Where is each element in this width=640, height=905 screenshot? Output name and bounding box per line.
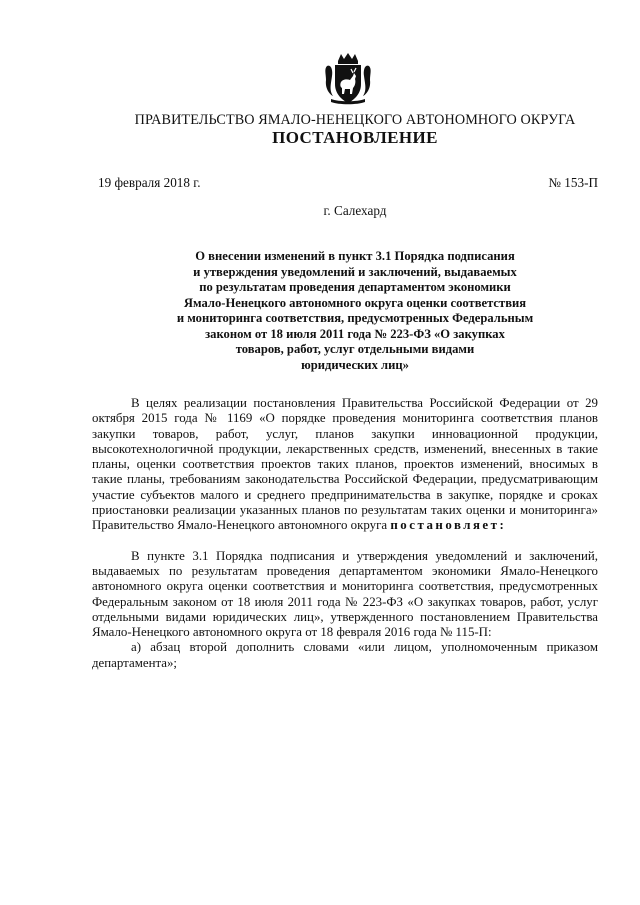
title-line: Ямало-Ненецкого автономного округа оценки соответствия — [183, 295, 527, 310]
document-title — [120, 249, 590, 373]
title-line: юридических лиц» — [301, 357, 409, 372]
subpoint-a: а) абзац второй дополнить словами «или лицом, уполномоченным приказом департамента»; — [92, 640, 598, 670]
document-city: г. Салехард — [323, 203, 387, 218]
document-body — [92, 396, 598, 671]
clause-paragraph: В пункте 3.1 Порядка подписания и утверждения уведомлений и заключений, выдаваемых по результатам проведения департаментом экономики Ямало-Ненецкого автономного округа оценки соответствия и мониторинга соответствия, предусмотренных Федеральным законом от 18 июля 2011 года № 223-ФЗ «О закупках товаров, работ, услуг отдельными видами юридических лиц», утвержденного постановлением Правительства Ямало-Ненецкого автономного округа от 18 февраля 2016 года № 115-П: — [92, 548, 598, 640]
preamble-text: В целях реализации постановления Правительства Российской Федерации от 29 октября 2015 года № 1169 «О порядке проведения мониторинга соответствия планов закупки товаров, работ, услуг, планов закупки инновационной продукции, высокотехнологичной продукции, лекарственных средств, изменений, внесенных в такие планы, оценки соответствия проектов таких планов, проектов изменений, вносимых в такие планы, требованиям законодательства Российской Федерации, предусматривающим участие субъектов малого и среднего предпринимательства в закупке, порядке и сроках приостановки реализации указанных планов по результатам таких оценки и мониторинга» Правительство Ямало-Ненецкого автономного округа — [92, 396, 598, 533]
title-line: О внесении изменений в пункт 3.1 Порядка подписания — [195, 249, 515, 263]
title-line: товаров, работ, услуг отдельными видами — [235, 342, 475, 356]
preamble-paragraph — [92, 396, 598, 534]
document-number: № 153-П — [548, 175, 598, 190]
coat-of-arms-icon — [323, 52, 373, 106]
government-name: ПРАВИТЕЛЬСТВО ЯМАЛО-НЕНЕЦКОГО АВТОНОМНОГО ОКРУГА — [134, 112, 576, 128]
resolves-word: постановляет: — [390, 518, 507, 533]
title-line: по результатам проведения департаментом экономики — [199, 280, 511, 294]
title-line: законом от 18 июля 2011 года № 223-ФЗ «О закупках — [205, 326, 505, 341]
document-type: ПОСТАНОВЛЕНИЕ — [272, 128, 438, 147]
title-line: и утверждения уведомлений и заключений, выдаваемых — [193, 264, 517, 279]
document-date: 19 февраля 2018 г. — [98, 175, 201, 190]
title-line: и мониторинга соответствия, предусмотренных Федеральным — [176, 311, 534, 325]
